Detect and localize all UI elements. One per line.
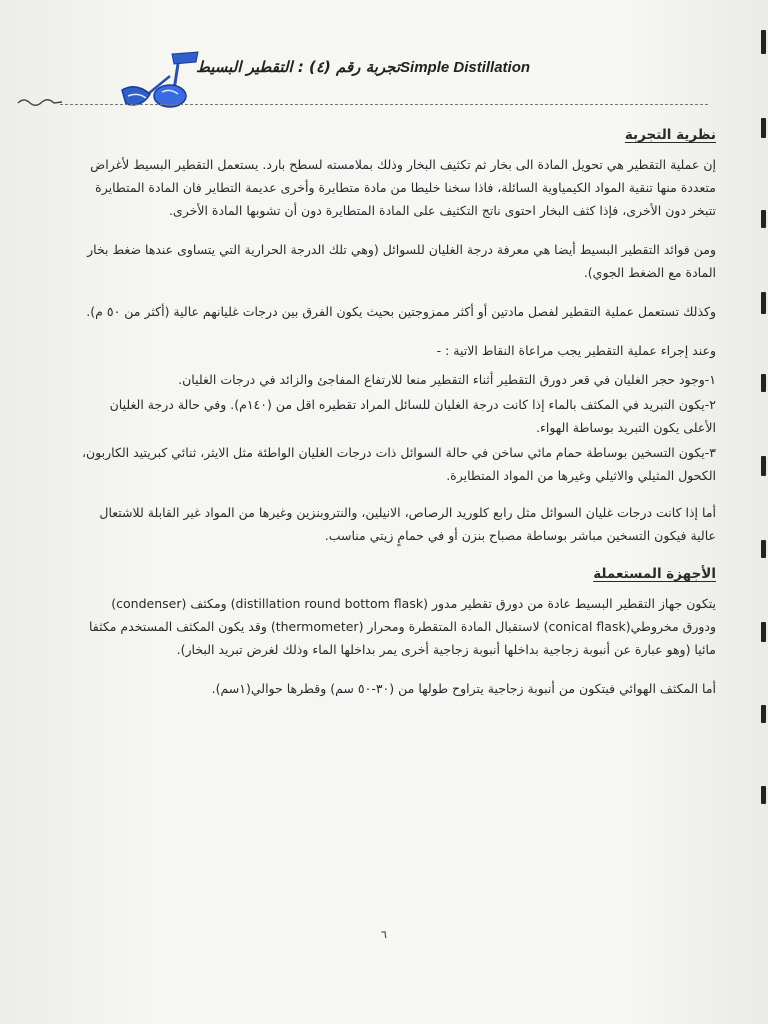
theory-paragraph-3: وكذلك تستعمل عملية التقطير لفصل مادتين أو أكثر ممزوجتين بحيث يكون الفرق بين درجات غليانهم عالية (أكثر من ٥٠ م). — [86, 304, 716, 319]
precautions-list — [74, 368, 716, 487]
precaution-item-3: ٣-يكون التسخين بوساطة حمام مائي ساخن في حالة السوائل ذات درجات الغليان الواطئة مثل الايثر، ثنائي كبريتيد الكاربون، الكحول المثيلي والاثيلي وغيرها من المواد المتطايرة. — [81, 445, 716, 483]
experiment-title-arabic: تجربة رقم (٤) : التقطير البسيط — [196, 58, 401, 76]
binding-edge-marks — [754, 0, 768, 1024]
section-heading-theory: نظرية التجربة — [624, 127, 716, 143]
theory-paragraph-2: ومن فوائد التقطير البسيط أيضا هي معرفة درجة الغليان للسوائل (وهي تلك الدرجة الحرارية التي يتساوى عندها ضغط بخار المادة مع الضغط الجوي). — [87, 242, 716, 280]
document-body — [74, 118, 716, 716]
experiment-title-english: Simple Distillation — [400, 59, 531, 76]
section-heading-equipment: الأجهزة المستعملة — [593, 566, 716, 582]
decorative-squiggle — [16, 95, 64, 109]
theory-paragraph-5: أما إذا كانت درجات غليان السوائل مثل رابع كلوريد الرصاص، الانيلين، والنتروبنزين وغيرها من المواد غير القابلة للاشتعال عالية فيكون التسخين مباشر بوساطة مصباح بنزن أو في حمامٍ زيتي مناسب. — [99, 505, 716, 543]
equipment-paragraph-2: أما المكثف الهوائي فيتكون من أنبوبة زجاجية يتراوح طولها من (٣٠-٥٠ سم) وقطرها حوالي(١سم). — [211, 681, 716, 696]
precaution-item-2: ٢-يكون التبريد في المكثف بالماء إذا كانت درجة الغليان للسائل المراد تقطيره اقل من (١٤٠م). وفي حالة درجة الغليان الأعلى يكون التبريد بوساطة الهواء. — [109, 397, 716, 435]
theory-points-intro: وعند إجراء عملية التقطير يجب مراعاة النقاط الاتية : - — [436, 343, 716, 358]
equipment-paragraph-1: يتكون جهاز التقطير البسيط عادة من دورق تقطير مدور (distillation round bottom flask) ومكثف (condenser) ودورق مخروطي(conical flask) لاستقبال المادة المتقطرة ومحرار (thermometer) وقد يكون المكثف المستخدم مكثفا مائيا (وهو عبارة عن أنبوبة زجاجية بداخلها أنبوبة زجاجية أخرى يمر بداخلها الماء وذلك لغرض تبريد البخار). — [88, 596, 716, 657]
theory-paragraph-1: إن عملية التقطير هي تحويل المادة الى بخار ثم تكثيف البخار وذلك بملامسته لسطح بارد. يستعمل التقطير البسيط لأغراض متعددة منها تنقية المواد الكيمياوية السائلة، فاذا سخنا خليطا من مادة متطايرة وأخرى عديمة التطاير فان المادة المتطايرة تتبخر دون الأخرى، فإذا كثف البخار احتوى ناتج التكثيف على المادة المتطايرة دون أن تشوبها المادة الأخرى. — [90, 157, 716, 218]
page-number: ٦ — [381, 928, 387, 941]
precaution-item-1: ١-وجود حجر الغليان في قعر دورق التقطير أثناء التقطير منعا للارتفاع المفاجئ والزائد في درجات الغليان. — [178, 372, 716, 387]
header-divider — [60, 104, 708, 105]
experiment-title — [196, 58, 576, 76]
distillation-apparatus-icon — [112, 46, 202, 112]
